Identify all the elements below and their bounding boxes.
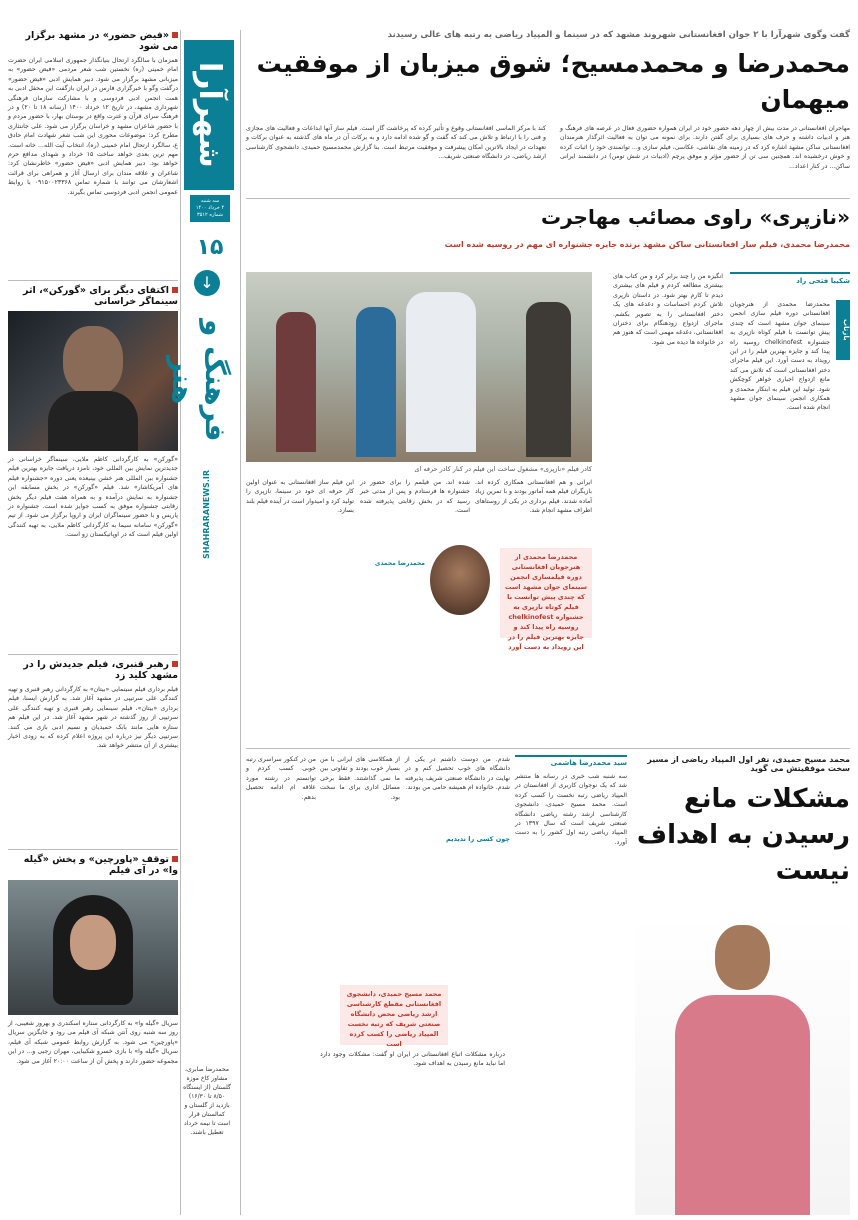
story-column: محمدرضا محمدی از هنرجویان افغانستانی دوره فیلم سازی انجمن سینمای جوان مشهد است که چندی پیش توانست با فیلم کوتاه نازپری به جشنواره chelkinofest روسیه راه پیدا کند و جایزه بهترین فیلم را در این رویداد به دست آورد. این فیلم ماجرای دختر افغانستانی است که تلاش می کند مانع ازدواج اجباری خواهر کوچکش شود. تولید این فیلم به ابتکار محمدی و همکاری انجمن سینمای جوان مشهد انجام شده است. — [730, 301, 830, 412]
subhead: چون کسی را ندیدیم — [446, 835, 510, 843]
news-item-title: توقف «پاورچین» و پخش «گیله وا» در آی فیلم — [23, 854, 178, 876]
story-column: این فیلم ساز افغانستانی به عنوان اولین کار حرفه ای خود در سینما، نازپری را تولید کرد و امیدوار است در آینده فیلم بلند بسازد. — [246, 479, 354, 515]
portrait-caption: محمدرضا محمدی — [374, 560, 425, 567]
bottom-kicker: محمد مسیح حمیدی، نفر اول المپیاد ریاضی از مسیر سخت موفقیتش می گوید — [647, 755, 850, 773]
story-column: انگیزه من را چند برابر کرد و من کتاب های بیشتری مطالعه کردم و فیلم های بیشتری دیدم تا کارم بهتر شود. در داستان نازپری تلاش کردم احساسات و دغدغه های یک دختر افغانستانی را به تصویر بکشم. ماجرای ازدواج زودهنگام برای دختران افغانستانی، دغدغه مهمی است که هنوز هم در خانواده ها دیده می شود. — [613, 273, 723, 346]
news-item-title: اکتفای دیگر برای «گورکن»، اثر سینماگر خراسانی — [23, 285, 178, 307]
story-title: «نازپری» راوی مصائب مهاجرت — [540, 205, 850, 229]
story-subtitle: محمدرضا محمدی، فیلم ساز افغانستانی ساکن مشهد برنده جایزه جشنواره ای مهم در روسیه شده است — [444, 240, 850, 249]
newspaper-logo: شهرآرا — [184, 40, 234, 190]
byline-name: شکیبا فتحی راد — [796, 277, 850, 285]
story-column: سه شنبه شب خبری در رسانه ها منتشر شد که یک نوجوان کاربری از افغانستان در المپیاد ریاضی رتبه نخست را کسب کرده است. محمد مسیح حمیدی، دانشجوی کارشناسی ارشد رشته ریاضی دانشگاه صنعتی شریف است که سال ۱۳۹۷ در المپیاد ریاضی رتبه اول کشور را به دست آورد. — [515, 773, 628, 846]
news-item-body: «گورکن» به کارگردانی کاظم ملایی، سینماگر خراسانی در جدیدترین نمایش بین المللی خود، نامزد دریافت جایزه بهترین فیلم جشنواره بین المللی هنر خشن بینیعده یعنی دوره «جشنواره فیلم های آمریکاشار» شد. فیلم «گورکن» در بخش مسابقه این جشنواره به نمایش درآمده و به همراه هفت فیلم دیگر بخش رقابتی جشنواره موفق به کسب جوایز شده است. جشنواره در پاریس و با حضور سینماگران ایران و اروپا برگزار می شود. از تیم «گورکن» سامانه سیما به کارگردانی کاظم ملایی، به تهیه کنندگی اولین فیلم است که در اوپاتیکستان زو است. — [8, 456, 178, 539]
story-column: من در کنکور سراسری رتبه خوبی کسب کردم و توانستم در رشته مورد علاقه ام ادامه تحصیل بدهم. — [246, 756, 316, 801]
intro-text: کند با مرکز الماسی افغانستانی وقوع و تأثیر کرده که پرخاشت گار است. فیلم ساز آنها ابداعات و فعالیت های مجازی و فنی را با ارتباط و تلاش می کند که گفت و گو شده ادامه دارد و به برکات آن در ماه های گذشته به عنوان برکات و تعهدات در ایجاد بالاترین امکان پیشرفت و موفقیت مرتبط است. بنا گزارش محمدمسیح حمیدی، دانشجوی کارشناسی ارشد ریاضی، در دانشگاه صنعتی شریف... — [246, 125, 546, 161]
actress-photo — [8, 880, 178, 1015]
story-column: شدم. من دوست داشتم در یکی از دانشگاه های خوب تحصیل کنم و در نهایت در دانشگاه صنعتی شریف پذیرفته شدم. خانواده ام همیشه حامی من بودند. — [405, 756, 510, 792]
story-column: درباره مشکلات اتباع افغانستانی در ایران او گفت: مشکلات وجود دارد اما نباید مانع رسیدن به اهداف شود. — [320, 1051, 505, 1068]
byline-name: سید محمدرضا هاشمی — [550, 759, 627, 767]
bottom-headline: مشکلات مانع رسیدن به اهداف نیست — [636, 784, 850, 886]
photo-caption: کادر فیلم «نازپری» مشغول ساخت این فیلم در کنار کادر حرفه ای — [414, 465, 592, 473]
news-item-body: سریال «گیله وا» به کارگردانی ستاره اسکندری و بهروز شعیبی، از روز سه شنبه روی آنتن شبکه آی فیلم می رود و جایگزین سریال «پاورچین» می شود. به گزارش روابط عمومی شبکه آی فیلم، سریال «گیله وا» با بازی خسرو شکیبایی، مهران رجبی و... در این مجموعه حضور دارند و پخش آن از ساعت ۲۰:۰۰ آغاز می شود. — [8, 1020, 178, 1065]
film-set-photo — [246, 272, 592, 462]
bottom-story-header — [635, 755, 850, 889]
student-photo — [635, 915, 850, 1215]
news-item-title: «فیض حضور» در مشهد برگزار می شود — [25, 30, 178, 52]
site-url: SHAHRARANEWS.IR — [202, 470, 211, 559]
section-title: فرهنگ و هنر — [166, 318, 232, 442]
masthead-strip — [166, 30, 237, 1215]
filmmaker-photo — [8, 311, 178, 451]
page-number: ۱۵ — [196, 235, 224, 260]
section-tag: بازتاب — [836, 300, 850, 360]
byline-box — [515, 755, 627, 767]
story-column: شده اند. من فیلمم را برای حضور در جشنواره ها فرستادم و پس از مدتی خبر رسید که در بخش رقابتی پذیرفته شده است. — [360, 479, 470, 515]
story-column: ایرانی و هم افغانستانی همکاری کرده اند. بازیگران فیلم همه آماتور بودند و با تمرین زیاد آماده شدند. فیلم برداری در یکی از روستاهای اطراف مشهد انجام شد. — [475, 479, 592, 515]
pull-quote: محمدرضا محمدی از هنرجویان افغانستانی دوره فیلمسازی انجمن سینمای جوان مشهد است که چندی پیش توانست با فیلم کوتاه نازپری به جشنواره chelkinofest روسیه راه پیدا کند و جایزه بهترین فیلم را در این رویداد به دست آورد — [500, 548, 592, 638]
news-item-body: همزمان با سالگرد ارتحال بنیانگذار جمهوری اسلامی ایران حضرت امام خمینی (ره) نخستین شب شعر مردمی «فیض حضور» به میزبانی مشهد برگزار می شود. دبیر همایش ادبی «فیض حضور» درگفت وگو با خبرگزاری فارس در ایران بازگفت این محفل ادبی به همت انجمن ادبی فردوسی و با مشارکت سازمان فرهنگی شهرداری مشهد، در تاریخ ۱۲ خرداد ۱۴۰۰ (رسانه ۱۸ تا ۲۰) و در فرهنگ سرای قرآن و عترت واقع در بوستان بهار، با حضور مردم و با حضور شاعران مشهد و خراسان برگزار می شود. علی جاننثاری مطرح کرد: موضوعات محوری این شب شعر شهادت امام حادق ع، سالگرد ارتحال امام خمینی (ره)، انتخاب آیت الله... خانه است. مهم ترین بعدی خواهد ساخت ۱۵ خرداد و شهدای مدافع حرم خواهد بود. دبیر همایش ادبی «فیض حضور» خاطرنشان کرد: شاعران و علاقه مندان برای ارسال آثار و همراهی برای قرائت اشعارشان می توانند با شماره تماس ۰۹۱۵۰۰۲۳۳۶۸ با روابط عمومی انجمن ادبی فردوسی تماس بگیرند. — [8, 57, 178, 196]
filmmaker-portrait — [430, 545, 490, 615]
news-item-body: فیلم برداری فیلم سینمایی «بیتان» به کارگردانی رهبر قنبری و تهیه کنندگی علی سرتیپی در مشهد آغاز شد. به گزارش ایسنا، فیلم برداری «بیتان»، فیلم سینمایی رهبر قنبری و تهیه کنندگی علی سرتیپی از روز گذشته در شهر مشهد آغاز شد. در این فیلم هم ستاره هایی مانند بابک حمیدیان و نسیم ادبی بازی می کنند. سرتیپی دیگر نیز درباره این پروژه اعلام کرده که به زودی اخبار بیشتری از آن منتشر خواهد شد. — [8, 686, 178, 750]
left-news-column — [8, 30, 178, 1215]
pull-quote: محمد مسیح حمیدی، دانشجوی افغانستانی مقطع کارشناسی ارشد ریاضی محض دانشگاه صنعتی شریف که رتبه نخست المپیاد ریاضی را کسب کرده است — [340, 985, 448, 1045]
footer-note: محمدرضا صابری، مشاور کاخ موزه گلستان (از ایستگاه ۸/۵۰ تا ۱۶/۳۰) بازدید از گلستان و کمالستان قرار است تا نیمه خرداد تعطیل باشند. — [183, 1066, 231, 1136]
main-kicker: گفت وگوی شهرآرا با ۲ جوان افغانستانی شهروند مشهد که در سینما و المپیاد ریاضی به رتبه های عالی رسیدند — [387, 30, 850, 40]
intro-text: مهاجران افغانستانی در مدت بیش از چهار دهه حضور خود در ایران همواره حضوری فعال در عرصه های فرهنگ و هنر و ادبیات داشته و حرف های بسیاری برای گفتن دارند. برای نمونه می توان به فعالیت اثرگذار هنرمندان افغانستانی ساکن مشهد اشاره کرد که در زمینه های نقاشی، عکاسی، فیلم سازی و... توانمندی خود را اثبات کرده و خوش درخشیده اند. همچنین سی تن از حضور مؤثر و موفق پرچم (ادبیات در شش تومن) در دانشمند ایرانی ساکن... در کنار اعداد... — [560, 125, 850, 170]
byline-box — [730, 272, 850, 285]
issue-date: سه شنبه ۴ خرداد ۱۴۰۰ شماره ۳۵۱۲ — [190, 195, 230, 222]
main-headline: محمدرضا و محمدمسیح؛ شوق میزبان از موفقیت میهمان — [256, 49, 850, 114]
news-item-title: رهبر قنبری، فیلم جدیدش را در مشهد کلید زد — [23, 659, 178, 681]
story-column: از همکلاسی های ایرانی با من بسیار خوب بودند و تفاوتی بین ما نمی گذاشتند. فقط برخی مسائل اداری برای ما سخت بود. — [320, 756, 400, 801]
arrow-down-icon: ↓ — [194, 270, 220, 296]
